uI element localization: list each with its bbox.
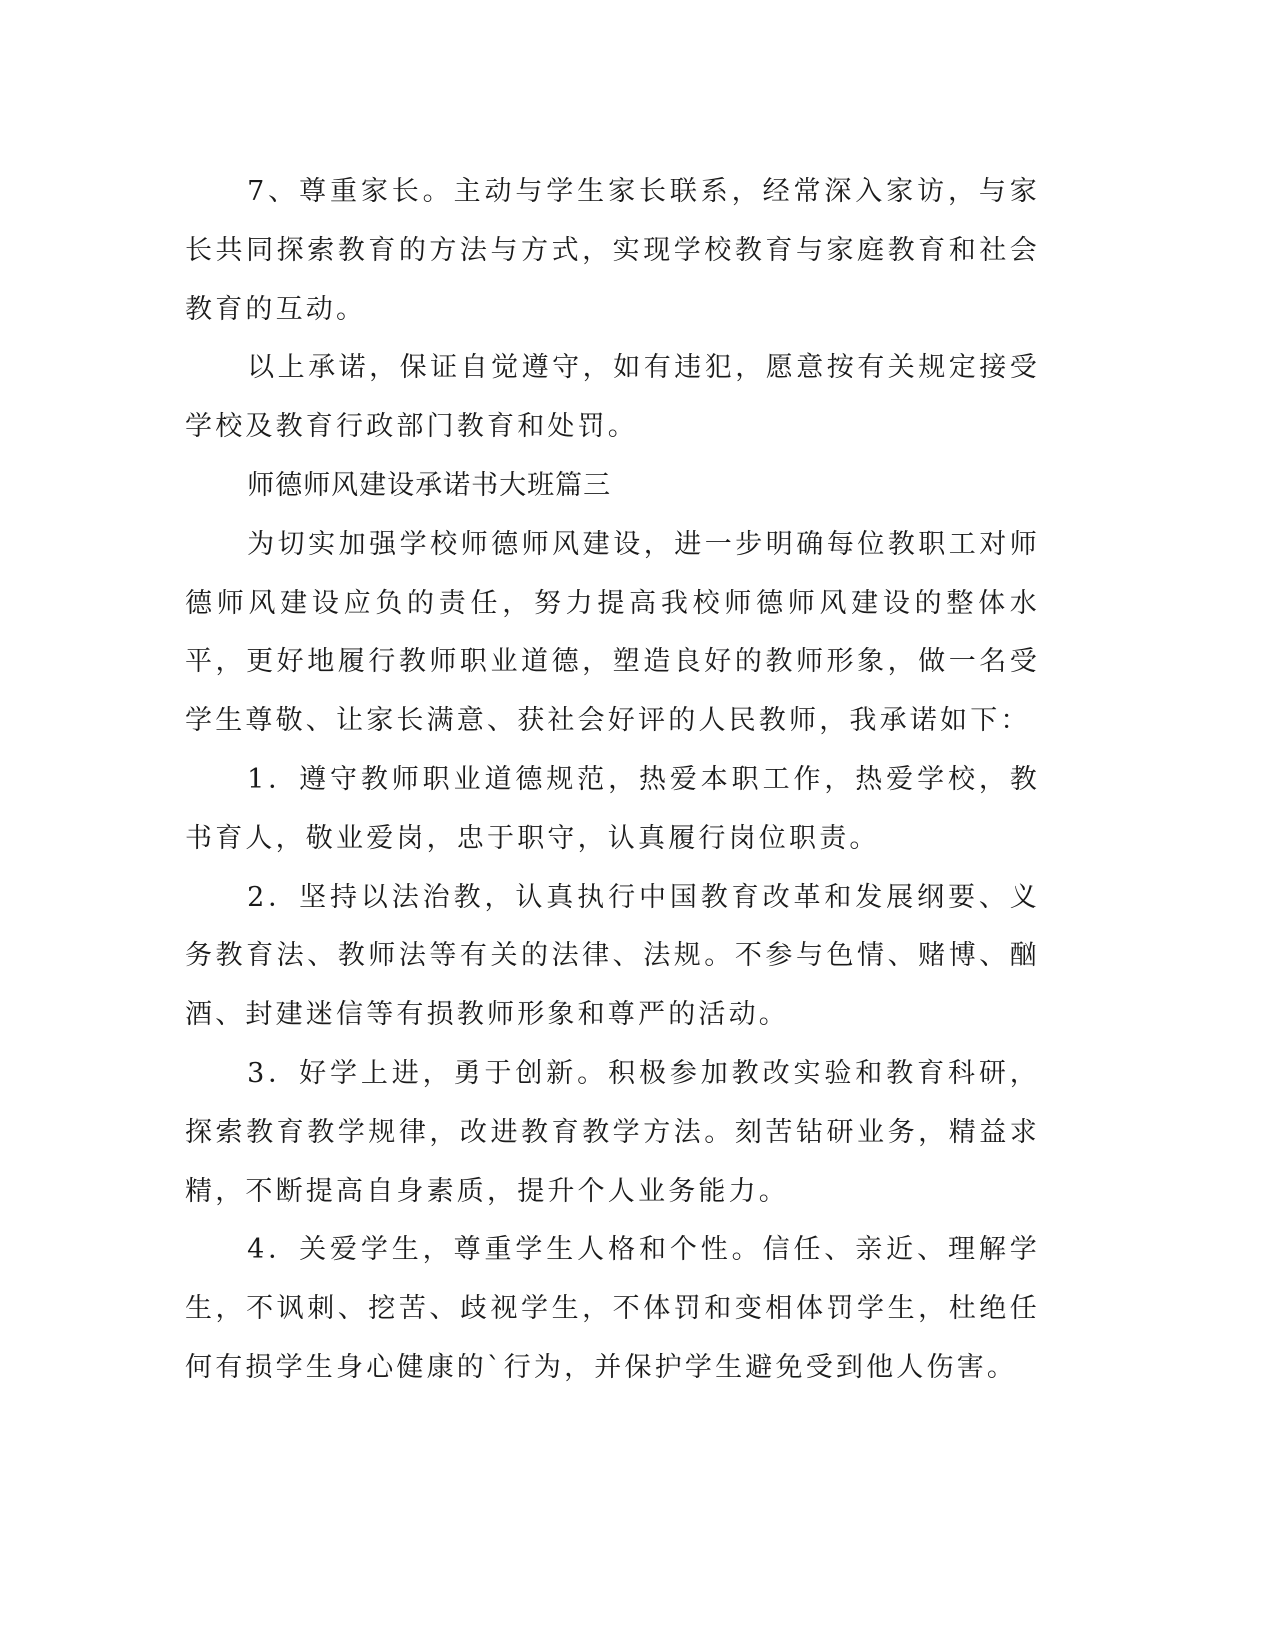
paragraph-respect-parents: 7、尊重家长。主动与学生家长联系，经常深入家访，与家长共同探索教育的方法与方式，实现学校教育与家庭教育和社会教育的互动。: [185, 176, 1040, 325]
paragraph-item-4: 4．关爱学生，尊重学生人格和个性。信任、亲近、理解学生，不讽刺、挖苦、歧视学生，不体罚和变相体罚学生，杜绝任何有损学生身心健康的`行为，并保护学生避免受到他人伤害。: [185, 1234, 1040, 1383]
paragraph-item-1: 1．遵守教师职业道德规范，热爱本职工作，热爱学校，教书育人，敬业爱岗，忠于职守，认真履行岗位职责。: [185, 763, 1040, 854]
paragraph-item-2: 2．坚持以法治教，认真执行中国教育改革和发展纲要、义务教育法、教师法等有关的法律、法规。不参与色情、赌博、酗酒、封建迷信等有损教师形象和尊严的活动。: [185, 881, 1040, 1031]
paragraph-intro: 为切实加强学校师德师风建设，进一步明确每位教职工对师德师风建设应负的责任，努力提高我校师德师风建设的整体水平，更好地履行教师职业道德，塑造良好的教师形象，做一名受学生尊敬、让家长满意、获社会好评的人民教师，我承诺如下：: [185, 528, 1040, 737]
paragraph-pledge-conclusion: 以上承诺，保证自觉遵守，如有违犯，愿意按有关规定接受学校及教育行政部门教育和处罚。: [185, 352, 1040, 443]
document-body: [185, 163, 1040, 1398]
section-heading: 师德师风建设承诺书大班篇三: [247, 469, 612, 501]
paragraph-item-3: 3．好学上进，勇于创新。积极参加教改实验和教育科研，探索教育教学规律，改进教育教学方法。刻苦钻研业务，精益求精，不断提高自身素质，提升个人业务能力。: [185, 1057, 1040, 1207]
